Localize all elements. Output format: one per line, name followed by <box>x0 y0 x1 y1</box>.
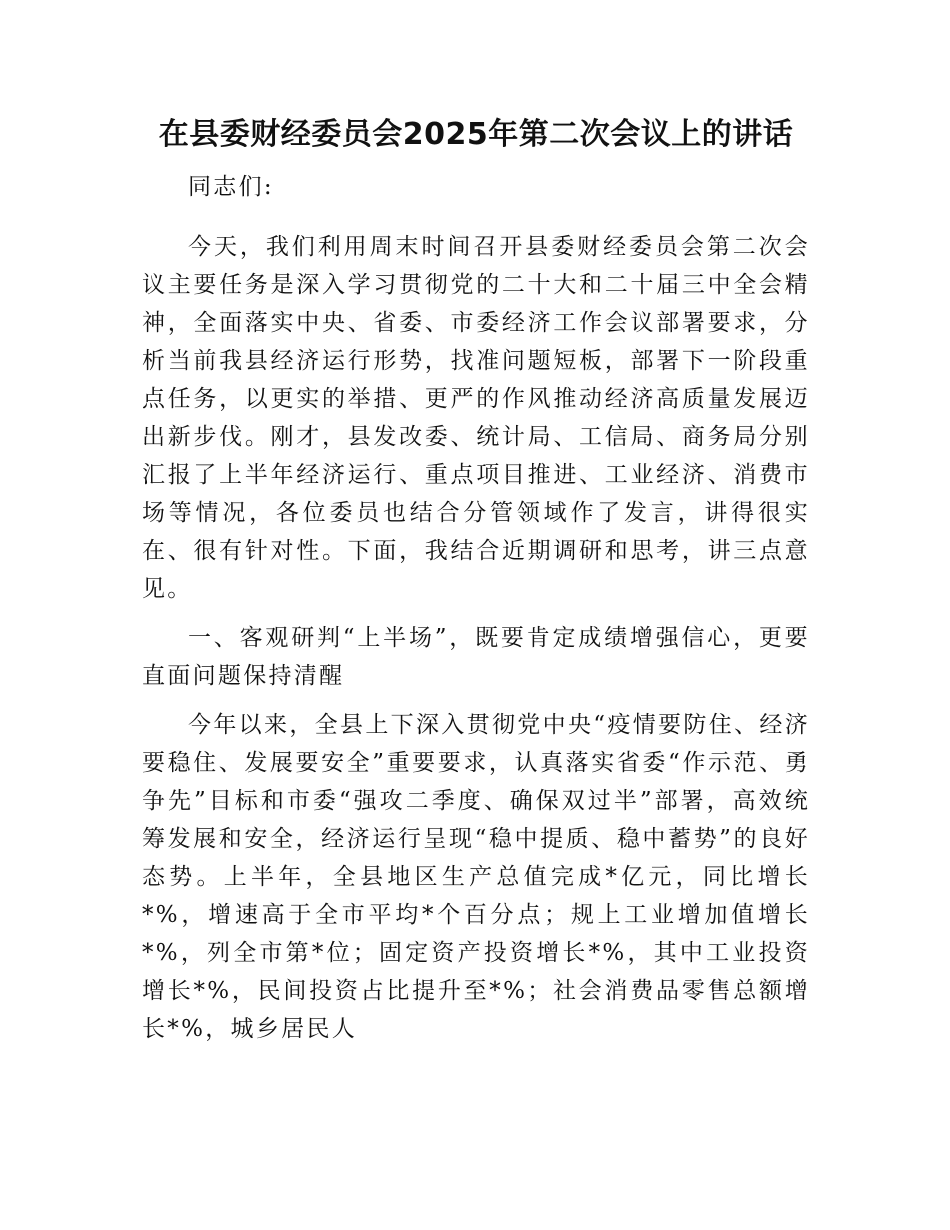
document-title: 在县委财经委员会2025年第二次会议上的讲话 <box>158 117 794 152</box>
paragraph-first-half-review: 今年以来，全县上下深入贯彻党中央“疫情要防住、经济要稳住、发展要安全”重要要求，认真落实省委“作示范、勇争先”目标和市委“强攻二季度、确保双过半”部署，高效统筹发展和安全，经济运行呈现“稳中提质、稳中蓄势”的良好态势。上半年，全县地区生产总值完成*亿元，同比增长*%，增速高于全市平均*个百分点；规上工业增加值增长*%，列全市第*位；固定资产投资增长*%，其中工业投资增长*%，民间投资占比提升至*%；社会消费品零售总额增长*%，城乡居民人 <box>142 712 810 1042</box>
paragraph-opening: 今天，我们利用周末时间召开县委财经委员会第二次会议主要任务是深入学习贯彻党的二十大和二十届三中全会精神，全面落实中央、省委、市委经济工作会议部署要求，分析当前我县经济运行形势，找准问题短板，部署下一阶段重点任务，以更实的举措、更严的作风推动经济高质量发展迈出新步伐。刚才，县发改委、统计局、工信局、商务局分别汇报了上半年经济运行、重点项目推进、工业经济、消费市场等情况，各位委员也结合分管领域作了发言，讲得很实在、很有针对性。下面，我结合近期调研和思考，讲三点意见。 <box>142 234 810 602</box>
section-heading-one: 一、客观研判“上半场”，既要肯定成绩增强信心，更要直面问题保持清醒 <box>142 625 810 689</box>
salutation: 同志们: <box>188 174 274 200</box>
